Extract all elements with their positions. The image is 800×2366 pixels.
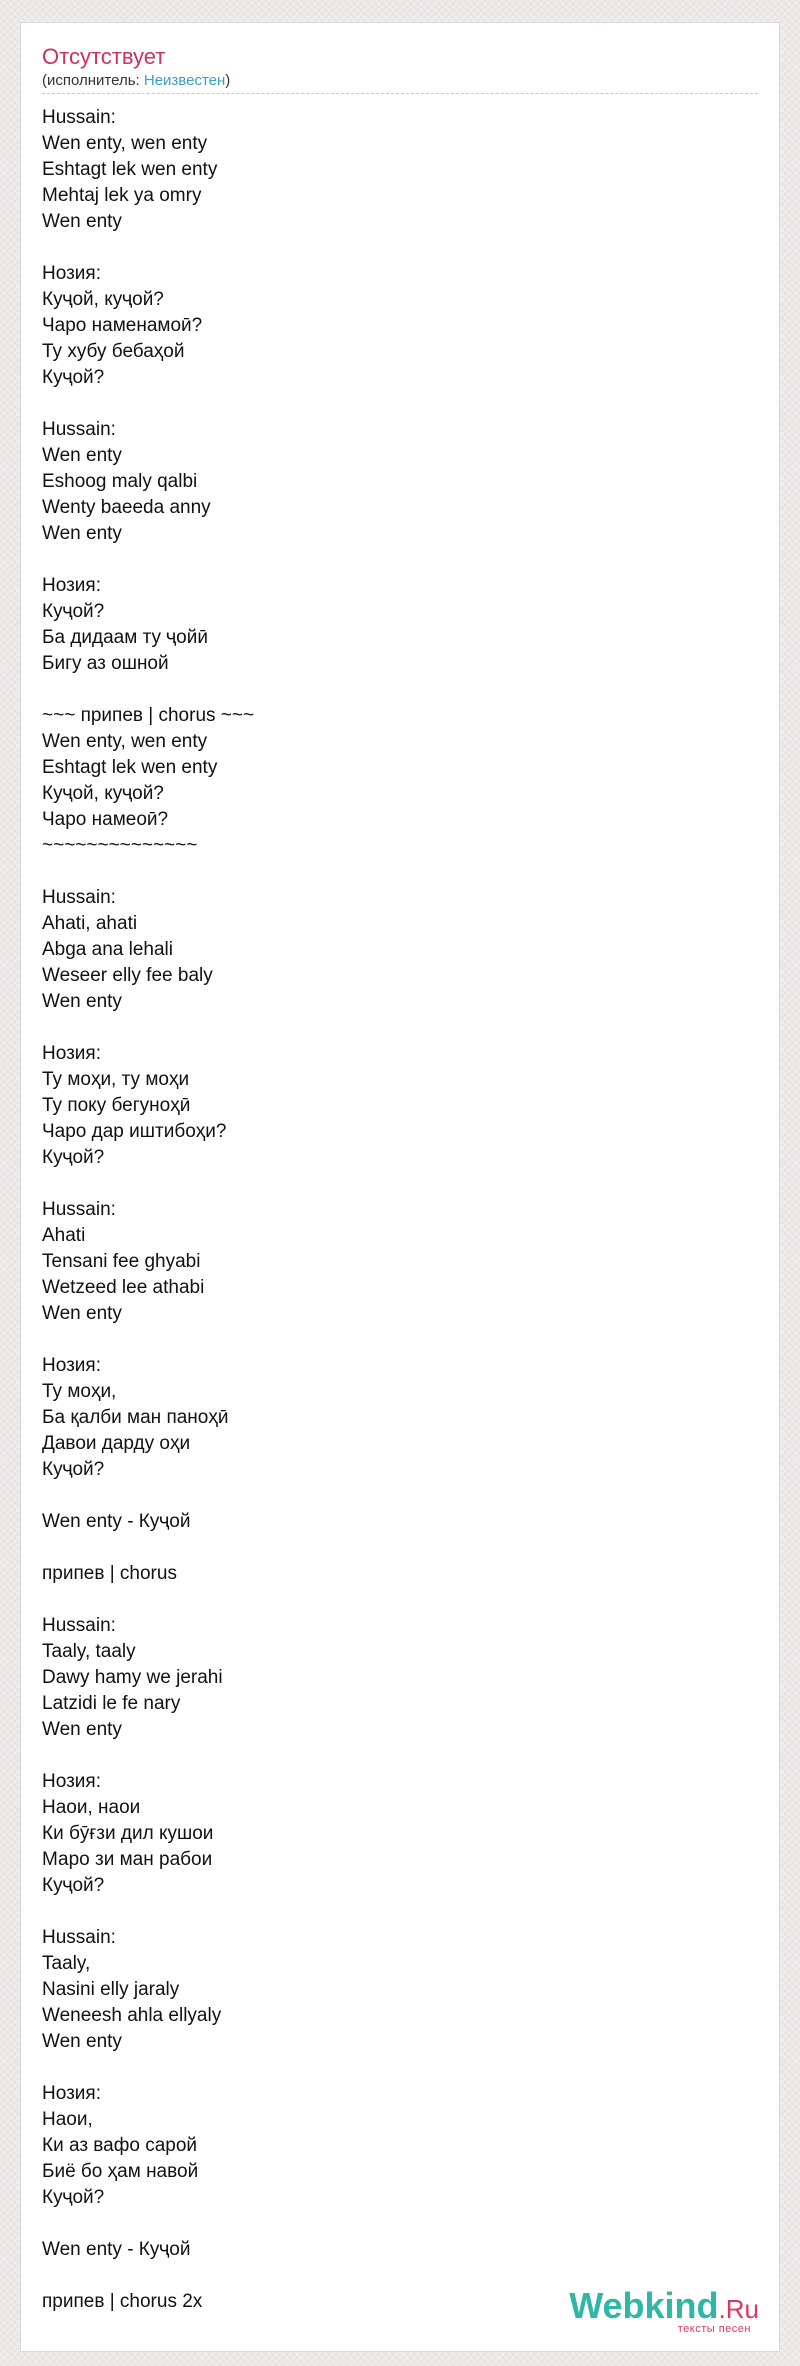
- artist-suffix: ): [225, 72, 231, 89]
- artist-prefix: (исполнитель:: [42, 72, 144, 89]
- artist-link[interactable]: Неизвестен: [143, 72, 226, 89]
- logo-tagline: тексты песен: [677, 2323, 751, 2335]
- lyrics-card: [20, 22, 780, 2352]
- song-title: Отсутствует: [42, 44, 166, 69]
- logo-wordmark: [569, 2287, 759, 2328]
- artist-line: [42, 72, 230, 90]
- lyrics-text: Hussain: Wen enty, wen enty Eshtagt lek wen enty Mehtaj lek ya omry Wen enty Нозия: Куҷой, куҷой? Чаро наменамоӣ? Ту хубу бебаҳой Куҷой? Hussain: Wen enty Eshoog maly qalbi Wenty baeeda anny Wen enty Нозия: Куҷой? Ба дидаам ту ҷойӣ Бигу аз ошной ~~~ припев | chorus ~~~ Wen enty, wen enty Eshtagt lek wen enty Куҷой, куҷой? Чаро намеоӣ? ~~~~~~~~~~~~~~ Hussain: Ahati, ahati Abga ana lehali Weseer elly fee baly Wen enty Нозия: Ту моҳи, ту моҳи Ту поку бегуноҳӣ Чаро дар иштибоҳи? Куҷой? Hussain: Ahati Tensani fee ghyabi Wetzeed lee athabi Wen enty Нозия: Ту моҳи, Ба қалби ман паноҳӣ Давои дарду оҳи Куҷой? Wen enty - Куҷой припев | chorus Hussain: Taaly, taaly Dawy hamy we jerahi Latzidi le fe nary Wen enty Нозия: Наои, наои Ки бӯғзи дил кушои Маро зи ман рабои Куҷой? Hussain: Taaly, Nasini elly jaraly Weneesh ahla ellyaly Wen enty Нозия: Наои, Ки аз вафо сарой Биё бо ҳам навой Куҷой? Wen enty - Куҷой припев | chorus 2x: [42, 107, 255, 2312]
- divider: [42, 93, 758, 94]
- logo-brand: Webkind: [569, 2285, 719, 2326]
- site-logo[interactable]: [559, 2287, 759, 2337]
- logo-tld: .Ru: [718, 2294, 759, 2324]
